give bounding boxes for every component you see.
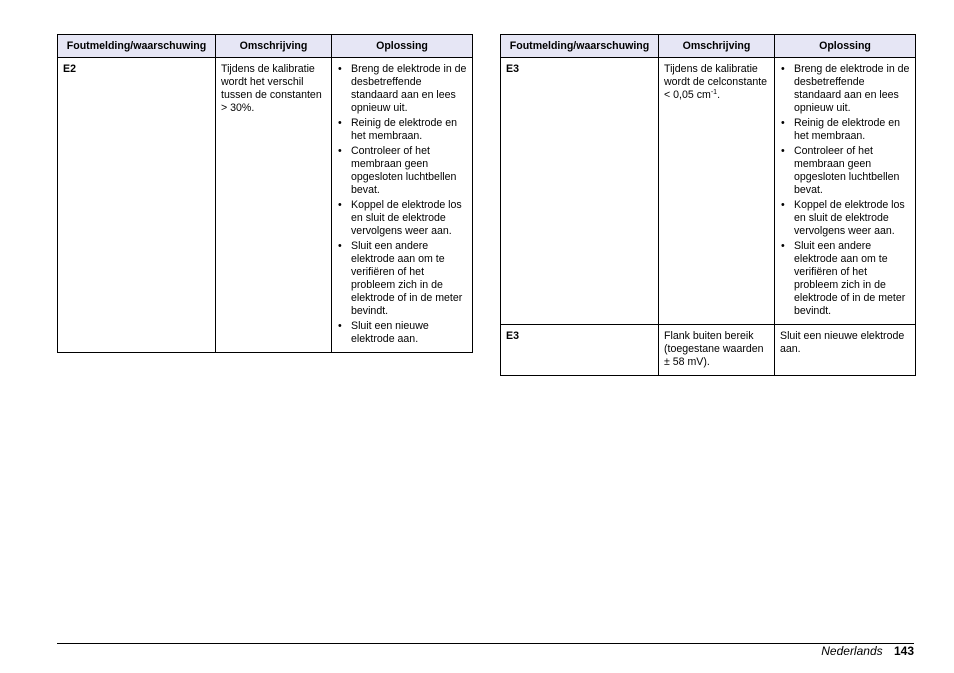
- list-item: [337, 63, 467, 115]
- list-item: [780, 145, 910, 197]
- solution-text: Breng de elektrode in de desbetreffende standaard aan en lees opnieuw uit.: [794, 63, 910, 114]
- solution-list: [780, 63, 910, 318]
- solution-text: Sluit een andere elektrode aan om te verifiëren of het probleem zich in de elektrode of in de meter bevindt.: [351, 240, 463, 317]
- page-number: 143: [893, 644, 914, 658]
- list-item: [337, 117, 467, 143]
- bullet: •: [781, 117, 785, 129]
- bullet: •: [338, 63, 342, 75]
- solution-text: Koppel de elektrode los en sluit de elektrode vervolgens weer aan.: [351, 199, 462, 237]
- list-item: [780, 199, 910, 238]
- error-solution: [775, 58, 916, 325]
- header-code: Foutmelding/waarschuwing: [501, 35, 659, 58]
- header-code: Foutmelding/waarschuwing: [58, 35, 216, 58]
- solution-list: [337, 63, 467, 346]
- bullet: •: [781, 240, 785, 252]
- bullet: •: [781, 199, 785, 211]
- error-table-right: [500, 34, 916, 376]
- list-item: [780, 240, 910, 318]
- error-description: [659, 58, 775, 325]
- solution-text: Reinig de elektrode en het membraan.: [351, 117, 458, 142]
- footer-language: Nederlands: [821, 644, 883, 658]
- header-solution: Oplossing: [332, 35, 473, 58]
- header-solution: Oplossing: [775, 35, 916, 58]
- solution-text: Sluit een andere elektrode aan om te verifiëren of het probleem zich in de elektrode of in de meter bevindt.: [794, 240, 906, 317]
- bullet: •: [781, 145, 785, 157]
- list-item: [780, 63, 910, 115]
- error-description: Tijdens de kalibratie wordt het verschil tussen de constanten > 30%.: [216, 58, 332, 353]
- error-code: E2: [58, 58, 216, 353]
- bullet: •: [338, 240, 342, 252]
- table-row: [501, 58, 916, 325]
- solution-text: Sluit een nieuwe elektrode aan.: [351, 320, 429, 345]
- list-item: [337, 199, 467, 238]
- solution-text: Controleer of het membraan geen opgesloten luchtbellen bevat.: [794, 145, 900, 196]
- error-table-left: [57, 34, 473, 353]
- description-suffix: .: [717, 89, 721, 101]
- list-item: [337, 145, 467, 197]
- table-row: [501, 325, 916, 376]
- bullet: •: [338, 199, 342, 211]
- description-text: Tijdens de kalibratie wordt de celconstante < 0,05 cm: [664, 63, 768, 101]
- error-description: Flank buiten bereik (toegestane waarden ± 58 mV).: [659, 325, 775, 376]
- bullet: •: [338, 117, 342, 129]
- table-header-row: [58, 35, 473, 58]
- bullet: •: [338, 320, 342, 332]
- list-item: [337, 240, 467, 318]
- page-footer: [821, 644, 914, 658]
- bullet: •: [781, 63, 785, 75]
- solution-text: Reinig de elektrode en het membraan.: [794, 117, 901, 142]
- error-code: E3: [501, 58, 659, 325]
- error-code: E3: [501, 325, 659, 376]
- footer-divider: [57, 643, 914, 644]
- header-description: Omschrijving: [216, 35, 332, 58]
- bullet: •: [338, 145, 342, 157]
- solution-text: Koppel de elektrode los en sluit de elektrode vervolgens weer aan.: [794, 199, 905, 237]
- table-header-row: [501, 35, 916, 58]
- list-item: [780, 117, 910, 143]
- solution-text: Controleer of het membraan geen opgesloten luchtbellen bevat.: [351, 145, 457, 196]
- solution-text: Breng de elektrode in de desbetreffende standaard aan en lees opnieuw uit.: [351, 63, 467, 114]
- error-solution: [332, 58, 473, 353]
- table-row: [58, 58, 473, 353]
- unit-exponent: -1: [710, 89, 718, 96]
- error-solution: Sluit een nieuwe elektrode aan.: [775, 325, 916, 376]
- list-item: [337, 320, 467, 346]
- header-description: Omschrijving: [659, 35, 775, 58]
